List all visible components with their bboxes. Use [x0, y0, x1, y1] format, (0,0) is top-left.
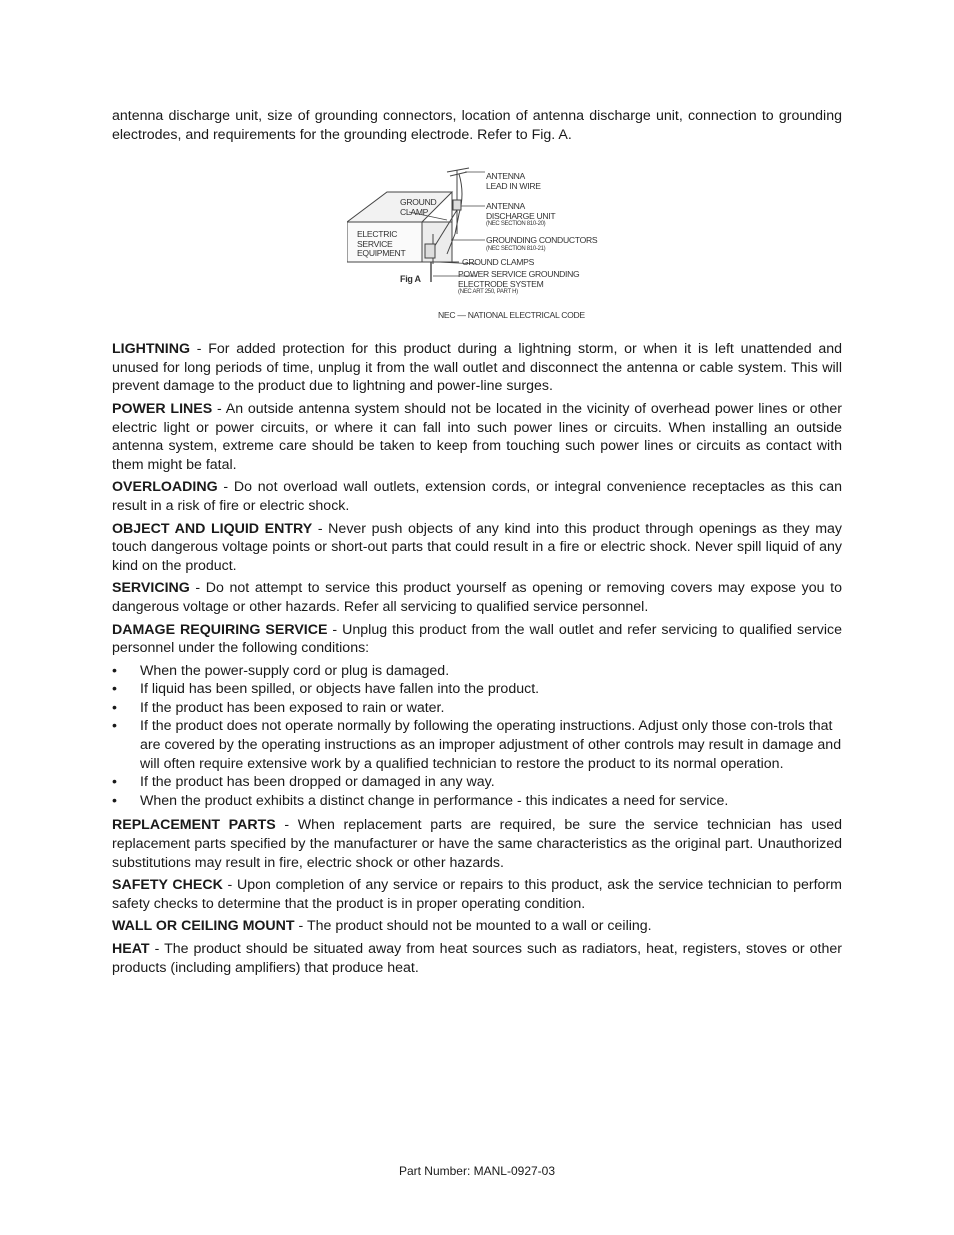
section-replacement-parts: REPLACEMENT PARTS - When replacement parts are required, be sure the service technician has used replacement parts specified by the manufacturer or have the same characteristics as the original part. Unauthorized substitutions may result in fire, electric shock or other hazards. [112, 817, 842, 871]
list-item: • If the product has been exposed to rain or water. [112, 699, 445, 716]
list-item: • If the product does not operate normally by following the operating instructions. Adjust only those con-trols that are covered by the operating instructions as an improper adjustment of other controls may result in damage and will often require extensive work by a qualified technician to restore the product to its normal operation. [112, 718, 842, 772]
label-grounding-conductors: GROUNDING CONDUCTORS [486, 235, 598, 246]
section-overloading: OVERLOADING - Do not overload wall outlets, extension cords, or integral convenience receptacles as this can result in a risk of fire or electric shock. [112, 479, 842, 514]
section-object-liquid-entry: OBJECT AND LIQUID ENTRY - Never push objects of any kind into this product through openings as they may touch dangerous voltage points or short-out parts that could result in a fire or electric shock. Never spill liquid of any kind on the product. [112, 520, 843, 574]
section-lightning: LIGHTNING - For added protection for this product during a lightning storm, or when it is left unattended and unused for long periods of time, unplug it from the wall outlet and disconnect the antenna or cable system. This will prevent damage to the product due to lightning and power-line surges. [112, 341, 842, 395]
list-item: • If liquid has been spilled, or objects have fallen into the product. [112, 681, 540, 698]
section-servicing: SERVICING - Do not attempt to service this product yourself as opening or removing covers may expose you to dangerous voltage or other hazards. Refer all servicing to qualified service personnel. [112, 580, 842, 615]
list-item: • When the product exhibits a distinct change in performance - this indicates a need for service. [112, 792, 729, 809]
antenna-grounding-figure [112, 164, 842, 332]
intro-paragraph: antenna discharge unit, size of grounding connectors, location of antenna discharge unit, connection to grounding electrodes, and requirements for the grounding electrode. Refer to Fig. A. [112, 108, 842, 143]
label-ground-clamp: GROUND CLAMP [400, 197, 437, 217]
document-body [112, 107, 842, 981]
label-conductors-ref: (NEC SECTION 810-21) [486, 246, 546, 253]
list-item: • If the product has been dropped or damaged in any way. [112, 774, 495, 791]
label-antenna-lead: ANTENNA LEAD IN WIRE [486, 171, 541, 191]
part-number-footer: Part Number: MANL-0927-03 [398, 1164, 556, 1178]
section-safety-check: SAFETY CHECK - Upon completion of any service or repairs to this product, ask the service technician to perform safety checks to determine that the product is in proper operating condition. [112, 877, 842, 912]
figure-caption: Fig A [400, 274, 421, 285]
label-electric-service: ELECTRIC SERVICE EQUIPMENT [357, 229, 406, 259]
label-power-ref: (NEC ART 250, PART H) [458, 289, 518, 296]
section-wall-ceiling-mount: WALL OR CEILING MOUNT - The product should not be mounted to a wall or ceiling. [112, 918, 652, 935]
label-power-service: POWER SERVICE GROUNDING ELECTRODE SYSTEM [458, 269, 580, 289]
label-discharge-unit: ANTENNA DISCHARGE UNIT [486, 201, 556, 221]
section-damage-requiring-service: DAMAGE REQUIRING SERVICE - Unplug this product from the wall outlet and refer servicing to qualified service personnel under the following conditions: [112, 621, 842, 657]
label-discharge-ref: (NEC SECTION 810-20) [486, 221, 546, 228]
service-conditions-list [112, 662, 842, 811]
section-power-lines: POWER LINES - An outside antenna system should not be located in the vicinity of overhead power lines or other electric light or power circuits, or where it can fall into such power lines or circuits. When installing an outside antenna system, extreme care should be taken to keep from touching such power lines or circuits as contact with them might be fatal. [112, 400, 842, 473]
safety-sections [112, 340, 842, 658]
list-item: • When the power-supply cord or plug is damaged. [112, 662, 450, 679]
label-ground-clamps: GROUND CLAMPS [462, 257, 535, 268]
safety-sections-2 [112, 816, 842, 977]
section-heat: HEAT - The product should be situated away from heat sources such as radiators, heat, registers, stoves or other products (including amplifiers) that produce heat. [112, 941, 842, 976]
nec-note: NEC — NATIONAL ELECTRICAL CODE [438, 310, 585, 321]
